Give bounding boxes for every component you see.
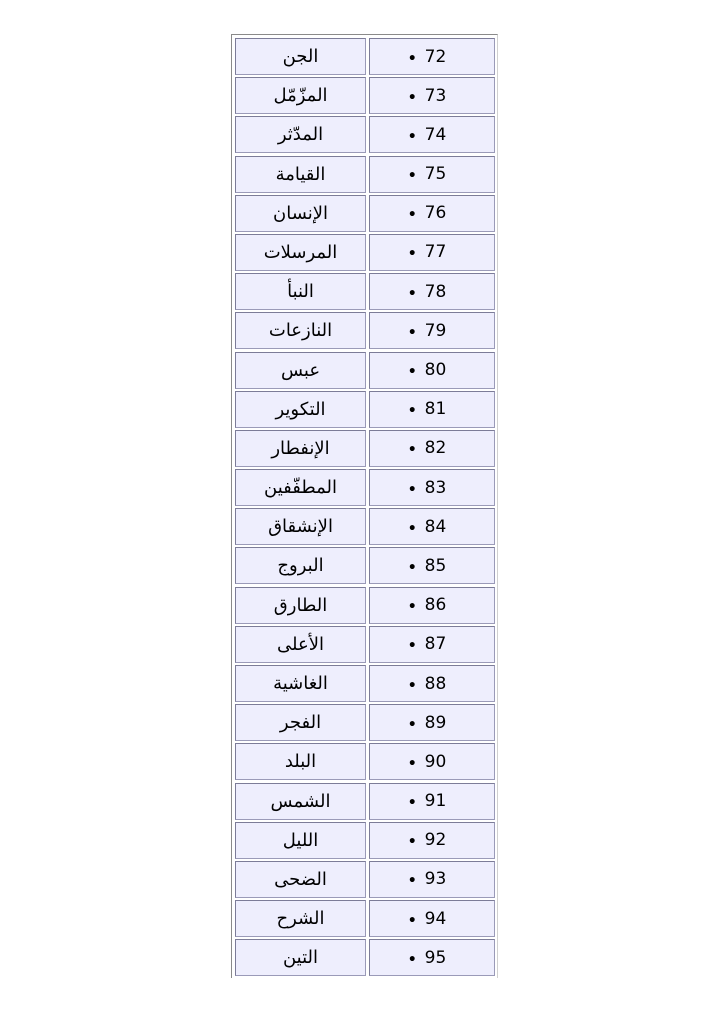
surah-number-cell	[369, 587, 495, 624]
surah-number-cell	[369, 352, 495, 389]
table-row	[235, 665, 495, 702]
table-row	[235, 391, 495, 428]
bullet-icon: •	[407, 168, 417, 185]
surah-name-cell	[235, 38, 366, 75]
surah-table	[231, 34, 498, 978]
surah-table-rows	[235, 38, 495, 979]
surah-number: 91	[424, 791, 447, 812]
surah-name-cell	[235, 234, 366, 271]
surah-number: 86	[424, 595, 447, 616]
table-row	[235, 195, 495, 232]
surah-number-cell	[369, 77, 495, 114]
table-row	[235, 312, 495, 349]
surah-number: 82	[424, 438, 447, 459]
surah-number: 73	[424, 85, 447, 106]
surah-name: الشمس	[270, 790, 331, 812]
surah-number: 94	[424, 908, 447, 929]
surah-number-cell	[369, 900, 495, 937]
table-row	[235, 469, 495, 506]
table-row	[235, 900, 495, 937]
surah-name-cell	[235, 508, 366, 545]
surah-name-cell	[235, 195, 366, 232]
table-row	[235, 156, 495, 193]
surah-name-cell	[235, 391, 366, 428]
surah-name: المزّمّل	[273, 85, 328, 107]
bullet-icon: •	[407, 481, 417, 498]
surah-number-cell	[369, 822, 495, 859]
surah-name: الفجر	[279, 712, 322, 734]
table-row	[235, 508, 495, 545]
bullet-icon: •	[407, 364, 417, 380]
surah-number: 81	[424, 399, 447, 420]
surah-number-cell	[369, 665, 495, 702]
bullet-icon: •	[407, 638, 417, 655]
bullet-icon: •	[407, 50, 417, 67]
surah-name-cell	[235, 587, 366, 624]
surah-number-cell	[369, 116, 495, 153]
surah-name-cell	[235, 116, 366, 153]
bullet-icon: •	[407, 834, 417, 851]
surah-name: الإنفطار	[271, 437, 330, 459]
bullet-icon: •	[407, 324, 417, 341]
surah-name-cell	[235, 626, 366, 663]
surah-name-cell	[235, 743, 366, 780]
table-row	[235, 783, 495, 820]
surah-number-cell	[369, 783, 495, 820]
surah-name: البلد	[284, 751, 317, 773]
surah-number-cell	[369, 508, 495, 545]
bullet-icon: •	[407, 716, 417, 733]
surah-name-cell	[235, 783, 366, 820]
surah-number: 72	[424, 46, 447, 67]
surah-name: عبس	[280, 359, 321, 381]
surah-name-cell	[235, 939, 366, 976]
surah-number: 95	[424, 947, 447, 968]
surah-number: 93	[424, 869, 447, 890]
bullet-icon: •	[407, 442, 417, 459]
bullet-icon: •	[407, 128, 417, 145]
table-row	[235, 273, 495, 310]
table-row	[235, 743, 495, 780]
surah-number-cell	[369, 38, 495, 75]
surah-number: 79	[424, 320, 447, 341]
surah-name: النازعات	[268, 320, 333, 342]
surah-number-cell	[369, 626, 495, 663]
surah-name: الإنشقاق	[268, 516, 333, 538]
table-row	[235, 822, 495, 859]
table-row	[235, 547, 495, 584]
surah-number: 85	[424, 555, 447, 576]
surah-number-cell	[369, 391, 495, 428]
surah-name-cell	[235, 312, 366, 349]
table-row	[235, 861, 495, 898]
surah-number: 75	[424, 164, 447, 185]
surah-name: المدّثر	[277, 124, 324, 146]
bullet-icon: •	[407, 520, 417, 537]
bullet-icon: •	[407, 873, 417, 890]
surah-number-cell	[369, 547, 495, 584]
surah-name-cell	[235, 430, 366, 467]
surah-name-cell	[235, 273, 366, 310]
surah-number-cell	[369, 743, 495, 780]
bullet-icon: •	[407, 951, 417, 968]
surah-name: الغاشية	[273, 673, 328, 694]
bullet-icon: •	[407, 795, 417, 812]
surah-number: 89	[424, 712, 447, 733]
surah-number-cell	[369, 939, 495, 976]
surah-number-cell	[369, 469, 495, 506]
bullet-icon: •	[407, 912, 417, 929]
surah-number: 87	[424, 634, 447, 655]
surah-number: 80	[424, 360, 447, 380]
surah-name: المطفّفين	[264, 477, 338, 499]
table-row	[235, 939, 495, 976]
surah-name: البروج	[277, 555, 324, 577]
surah-number: 88	[424, 673, 447, 694]
table-row	[235, 77, 495, 114]
surah-number: 78	[424, 281, 447, 302]
bullet-icon: •	[407, 285, 417, 302]
surah-name-cell	[235, 665, 366, 702]
table-row	[235, 587, 495, 624]
surah-number-cell	[369, 704, 495, 741]
surah-name-cell	[235, 156, 366, 193]
surah-name: التكوير	[275, 398, 326, 420]
surah-name: الجن	[282, 46, 319, 67]
surah-name-cell	[235, 861, 366, 898]
bullet-icon: •	[407, 403, 417, 420]
table-row	[235, 626, 495, 663]
table-row	[235, 38, 495, 75]
surah-number-cell	[369, 312, 495, 349]
surah-name-cell	[235, 900, 366, 937]
surah-number: 83	[424, 477, 447, 498]
surah-name: الشرح	[276, 908, 325, 930]
surah-number-cell	[369, 195, 495, 232]
surah-name: المرسلات	[263, 241, 338, 263]
surah-number: 77	[424, 242, 447, 263]
surah-number: 92	[424, 830, 447, 851]
bullet-icon: •	[407, 246, 417, 263]
surah-number: 74	[424, 124, 447, 145]
surah-name-cell	[235, 547, 366, 584]
surah-name: النبأ	[287, 281, 314, 303]
table-row	[235, 116, 495, 153]
surah-number: 90	[424, 751, 447, 772]
bullet-icon: •	[407, 677, 417, 694]
surah-name: التين	[282, 947, 319, 969]
table-row	[235, 430, 495, 467]
surah-name: الأعلى	[277, 633, 324, 655]
bullet-icon: •	[407, 207, 417, 224]
surah-name: الإنسان	[272, 202, 329, 224]
surah-number-cell	[369, 156, 495, 193]
table-row	[235, 704, 495, 741]
bullet-icon: •	[407, 559, 417, 576]
bullet-icon: •	[407, 89, 417, 106]
surah-name-cell	[235, 822, 366, 859]
table-row	[235, 234, 495, 271]
surah-name: الضحى	[274, 868, 327, 890]
surah-name: القيامة	[275, 163, 326, 185]
surah-name: الليل	[282, 829, 319, 851]
bullet-icon: •	[407, 599, 417, 616]
surah-number-cell	[369, 430, 495, 467]
surah-number: 76	[424, 203, 447, 224]
surah-name-cell	[235, 77, 366, 114]
surah-number: 84	[424, 516, 447, 537]
surah-number-cell	[369, 273, 495, 310]
table-row	[235, 352, 495, 389]
surah-name-cell	[235, 469, 366, 506]
surah-name-cell	[235, 352, 366, 389]
bullet-icon: •	[407, 755, 417, 772]
surah-name: الطارق	[273, 594, 328, 616]
surah-number-cell	[369, 861, 495, 898]
surah-name-cell	[235, 704, 366, 741]
surah-number-cell	[369, 234, 495, 271]
